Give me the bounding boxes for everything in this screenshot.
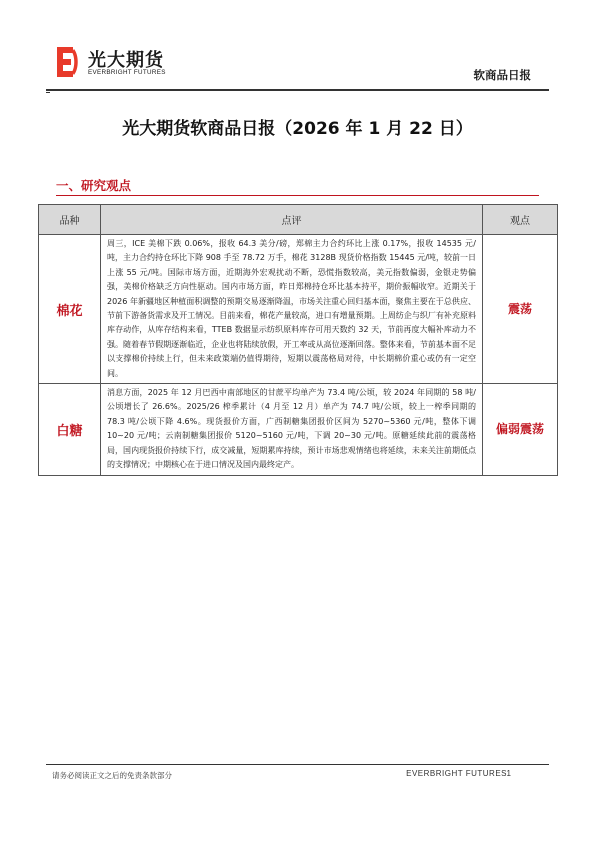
- table-row: [39, 235, 558, 384]
- comment-text: 周三，ICE 美棉下跌 0.06%，报收 64.3 美分/磅，郑棉主力合约环比上涨 0.17%，报收 14535 元/吨，主力合约持仓环比下降 908 手至 78.72 万手，棉花 3128B 现货价格指数 15445 元/吨，较前一日上涨 55 元/吨。国际市场方面，近期海外宏观扰动不断，恐慌指数较高，美元指数偏弱，金银走势偏强，美棉价格缺乏方向性驱动。国内市场方面，昨日郑棉持仓环比基本持平，期价振幅收窄。近期关于 2026 年新疆地区种植面积调整的预期交易逐渐降温，市场关注重心回归基本面，聚焦主要在于总供应、节前下游备货需求及开工情况。目前来看，棉花产量较高，进口有增量预期。上周纺企与织厂有补充原料库存动作，从库存结构来看，TTEB 数据显示纺织原料库存可用天数约 32 天，节前再度大幅补库动力不强。随着春节假期逐渐临近，企业也将陆续放假，开工率或从高位逐渐回落。整体来看，节前基本面不足以支撑棉价持续上行，但未来政策端仍值得期待，短期以震荡格局对待，中长期棉价重心或仍有一定空间。: [107, 239, 476, 378]
- table-row: [39, 384, 558, 475]
- logo-name-cn: 光大期货: [88, 50, 164, 71]
- product-view: 震荡: [483, 235, 558, 384]
- header-view: 观点: [483, 205, 558, 235]
- document-title: 光大期货软商品日报（2026 年 1 月 22 日）: [122, 119, 473, 139]
- page-number: 1: [506, 769, 511, 778]
- product-comment: [101, 384, 483, 475]
- product-comment: [101, 235, 483, 384]
- header-comment: 点评: [101, 205, 483, 235]
- logo-name-en: EVERBRIGHT FUTURES: [88, 69, 166, 76]
- product-name: 白糖: [39, 384, 101, 475]
- comment-text: 消息方面，2025 年 12 月巴西中南部地区的甘蔗平均单产为 73.4 吨/公顷，较 2024 年同期的 58 吨/公顷增长了 26.6%。2025/26 榨季累计（4 月至 12 月）单产为 74.7 吨/公顷，较上一榨季同期的 78.3 吨/公顷下降 4.6%。现货报价方面，广西制糖集团报价区间为 5270~5360 元/吨，整体下调 10~20 元/吨；云南制糖集团报价 5120~5160 元/吨，下调 20~30 元/吨。原糖延续此前的震荡格局，国内现货报价持续下行，成交减量，短期累库持续，预计市场悲观情绪也将延续，未来关注前期低点的支撑情况；中期核心在于进口情况及国内最终定产。: [107, 388, 476, 470]
- product-name: 棉花: [39, 235, 101, 384]
- everbright-logo-icon: [55, 45, 81, 79]
- footer-brand: EVERBRIGHT FUTURES: [406, 769, 507, 778]
- view-text: 偏弱震荡: [496, 422, 545, 437]
- company-logo: [55, 44, 195, 84]
- footer-divider: [46, 764, 549, 765]
- research-view-table: [38, 204, 558, 476]
- report-type-label: 软商品日报: [473, 68, 531, 82]
- table-header-row: [39, 205, 558, 235]
- section-heading: 一、研究观点: [56, 178, 132, 193]
- header-product: 品种: [39, 205, 101, 235]
- header-divider: [46, 89, 549, 91]
- product-view: [483, 384, 558, 475]
- section-divider: [56, 195, 539, 196]
- footer-disclaimer: 请务必阅读正文之后的免责条款部分: [52, 771, 172, 780]
- header-divider-tick: [46, 92, 50, 93]
